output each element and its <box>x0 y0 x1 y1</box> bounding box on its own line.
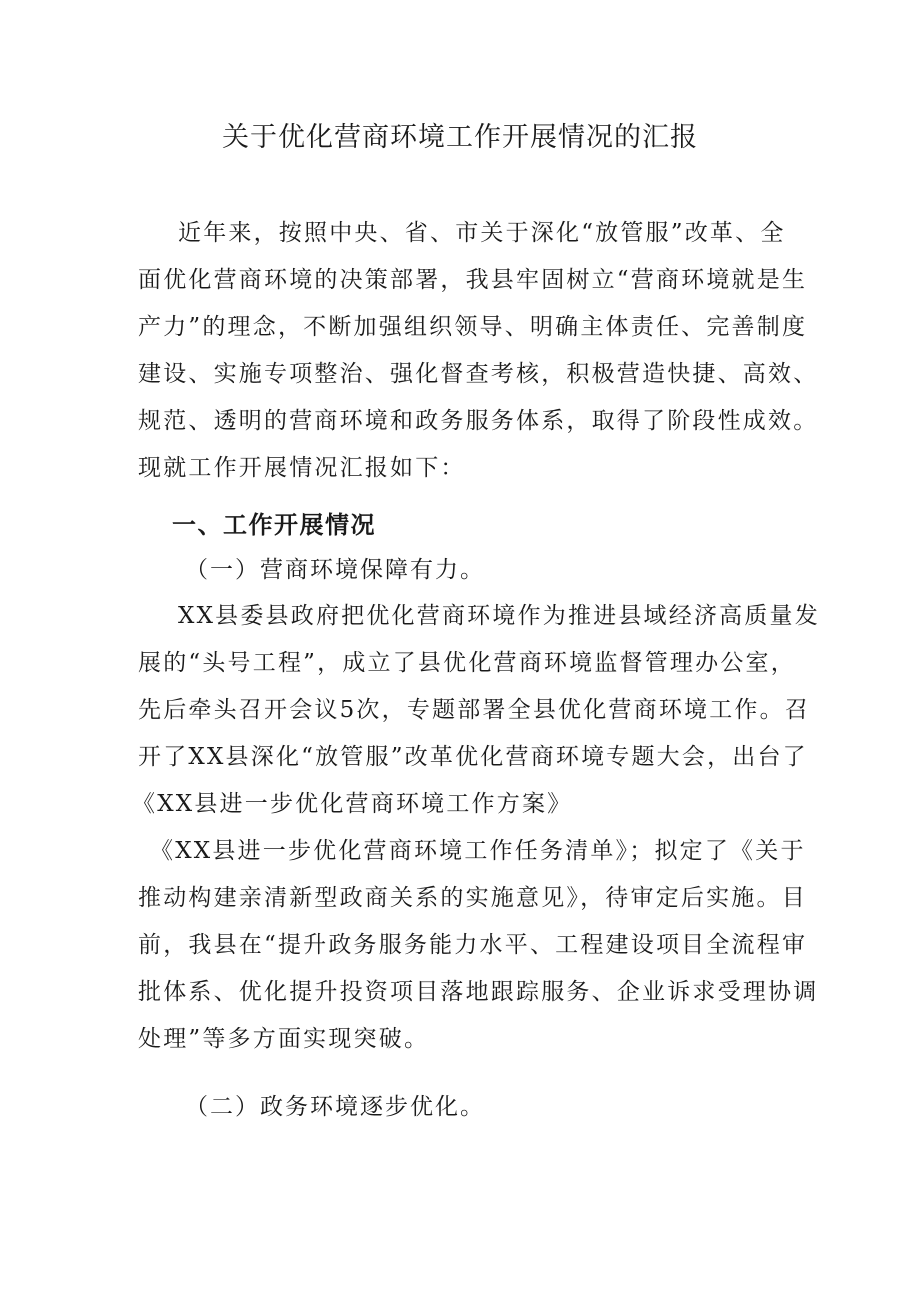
section-heading: 一、工作开展情况 <box>172 511 376 539</box>
paragraph-line: 《XX县进一步优化营商环境工作任务清单》；拟定了《关于 <box>150 838 806 864</box>
paragraph-line: 近年来，按照中央、省、市关于深化“放管服”改革、全 <box>178 220 786 246</box>
paragraph-line: 推动构建亲清新型政商关系的实施意见》，待审定后实施。目 <box>138 885 807 911</box>
paragraph-line: 建设、实施专项整治、强化督查考核，积极营造快捷、高效、 <box>138 361 819 387</box>
paragraph-line: 《XX县进一步优化营商环境工作方案》 <box>132 791 573 817</box>
paragraph-line: 批体系、优化提升投资项目落地跟踪服务、企业诉求受理协调 <box>138 979 819 1005</box>
paragraph-line: 开了XX县深化“放管服”改革优化营商环境专题大会，出台了 <box>138 744 808 770</box>
paragraph-line: 展的“头号工程”，成立了县优化营商环境监督管理办公室， <box>138 650 796 676</box>
paragraph-line: 处理”等多方面实现突破。 <box>138 1026 430 1052</box>
subsection-heading-2: （二）政务环境逐步优化。 <box>185 1094 485 1120</box>
subsection-heading-1: （一）营商环境保障有力。 <box>185 557 485 583</box>
paragraph-line: 产力”的理念，不断加强组织领导、明确主体责任、完善制度 <box>138 314 808 340</box>
intro-paragraph <box>138 210 819 492</box>
paragraph-line: 先后牵头召开会议5次，专题部署全县优化营商环境工作。召 <box>138 697 811 723</box>
paragraph-line: 前，我县在“提升政务服务能力水平、工程建设项目全流程审 <box>138 932 808 958</box>
paragraph-line: XX县委县政府把优化营商环境作为推进县域经济高质量发 <box>178 603 820 629</box>
document-title: 关于优化营商环境工作开展情况的汇报 <box>222 122 698 153</box>
paragraph-line: 面优化营商环境的决策部署，我县牢固树立“营商环境就是生 <box>138 267 808 293</box>
paragraph-line: 规范、透明的营商环境和政务服务体系，取得了阶段性成效。 <box>138 408 819 434</box>
paragraph-line: 现就工作开展情况汇报如下： <box>138 455 466 481</box>
section-paragraph-1 <box>132 593 820 1063</box>
